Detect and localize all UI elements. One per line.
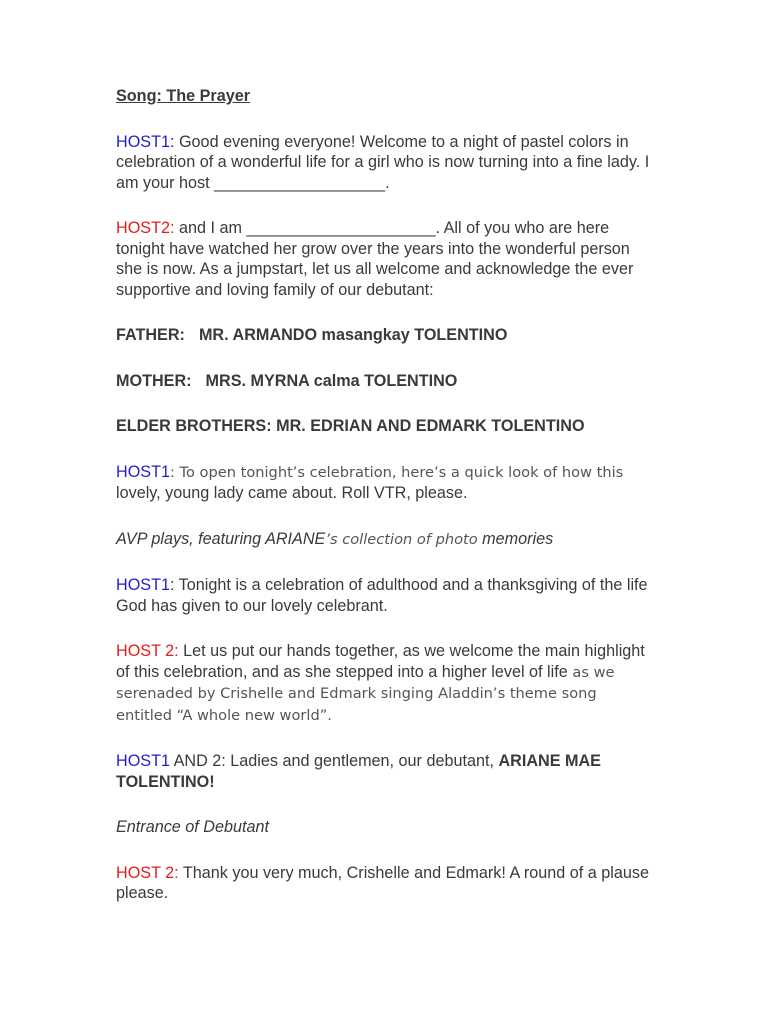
avp-text-part3: memories (477, 529, 554, 548)
hosts-debutant-paragraph (116, 751, 656, 792)
brothers-text: ELDER BROTHERS: MR. EDRIAN AND EDMARK TOLENTINO (116, 417, 585, 435)
speaker-host2: HOST2: (116, 219, 175, 237)
host2-intro-text: and I am _____________________. All of you who are here tonight have watched her grow over the years into the wonderful person she is now. As a jumpstart, let us all welcome and acknowledge the ever supportive and loving family of our debutant: (116, 219, 634, 299)
hosts-debutant-text: AND 2: Ladies and gentlemen, our debutant, (169, 752, 499, 770)
speaker-host2-thanks: HOST 2: (116, 863, 179, 882)
song-title-paragraph (116, 86, 656, 107)
father-label: FATHER: (116, 326, 185, 344)
document-page (116, 86, 656, 929)
host1-vtr-light-text: : To open tonight’s celebration, here’s a quick look of how this (169, 463, 624, 481)
host2-thanks-text: Thank you very much, Crishelle and Edmark! A round of a plause please. (116, 863, 649, 902)
host1-vtr-paragraph (116, 462, 656, 504)
father-name: MR. ARMANDO masangkay TOLENTINO (198, 326, 508, 344)
entrance-text: Entrance of Debutant (116, 818, 269, 836)
speaker-host1: HOST1: (116, 132, 175, 151)
speaker-host1-vtr: HOST1 (116, 462, 170, 481)
avp-text-part2: ’s collection of photo (325, 530, 478, 548)
mother-line (116, 371, 656, 392)
speaker-host1-adulthood: HOST1 (116, 576, 170, 594)
host2-highlight-light-text: as we serenaded by Crishelle and Edmark singing Aladdin’s theme song entitled “A whole new world”. (116, 663, 615, 724)
host1-welcome-text: Good evening everyone! Welcome to a night of pastel colors in celebration of a wonderful life for a girl who is now turning into a fine lady. I am your host ___________________. (116, 132, 650, 192)
entrance-paragraph (116, 817, 656, 838)
avp-paragraph (116, 529, 656, 551)
host2-highlight-paragraph (116, 641, 656, 726)
brothers-line (116, 416, 656, 437)
speaker-host2-highlight: HOST 2: (116, 642, 179, 660)
host2-thanks-paragraph (116, 863, 656, 904)
host2-highlight-text: Let us put our hands together, as we welcome the main highlight of this celebration, and as she stepped into a higher level of life (116, 642, 645, 681)
mother-label: MOTHER: (116, 371, 192, 390)
host2-intro-paragraph (116, 218, 656, 300)
song-title: Song: The Prayer (116, 87, 251, 105)
host1-adulthood-paragraph (116, 575, 656, 616)
host1-vtr-text: lovely, young lady came about. Roll VTR, please. (116, 484, 468, 502)
father-line (116, 325, 656, 346)
speaker-host1-debutant: HOST1 (116, 752, 170, 770)
avp-text-part1: AVP plays, featuring ARIANE (116, 529, 326, 548)
debutant-name: ARIANE MAE TOLENTINO! (116, 752, 601, 791)
mother-name: MRS. MYRNA calma TOLENTINO (205, 371, 458, 390)
host1-adulthood-text: : Tonight is a celebration of adulthood and a thanksgiving of the life God has given to our lovely celebrant. (116, 576, 648, 615)
host1-welcome-paragraph (116, 132, 656, 194)
